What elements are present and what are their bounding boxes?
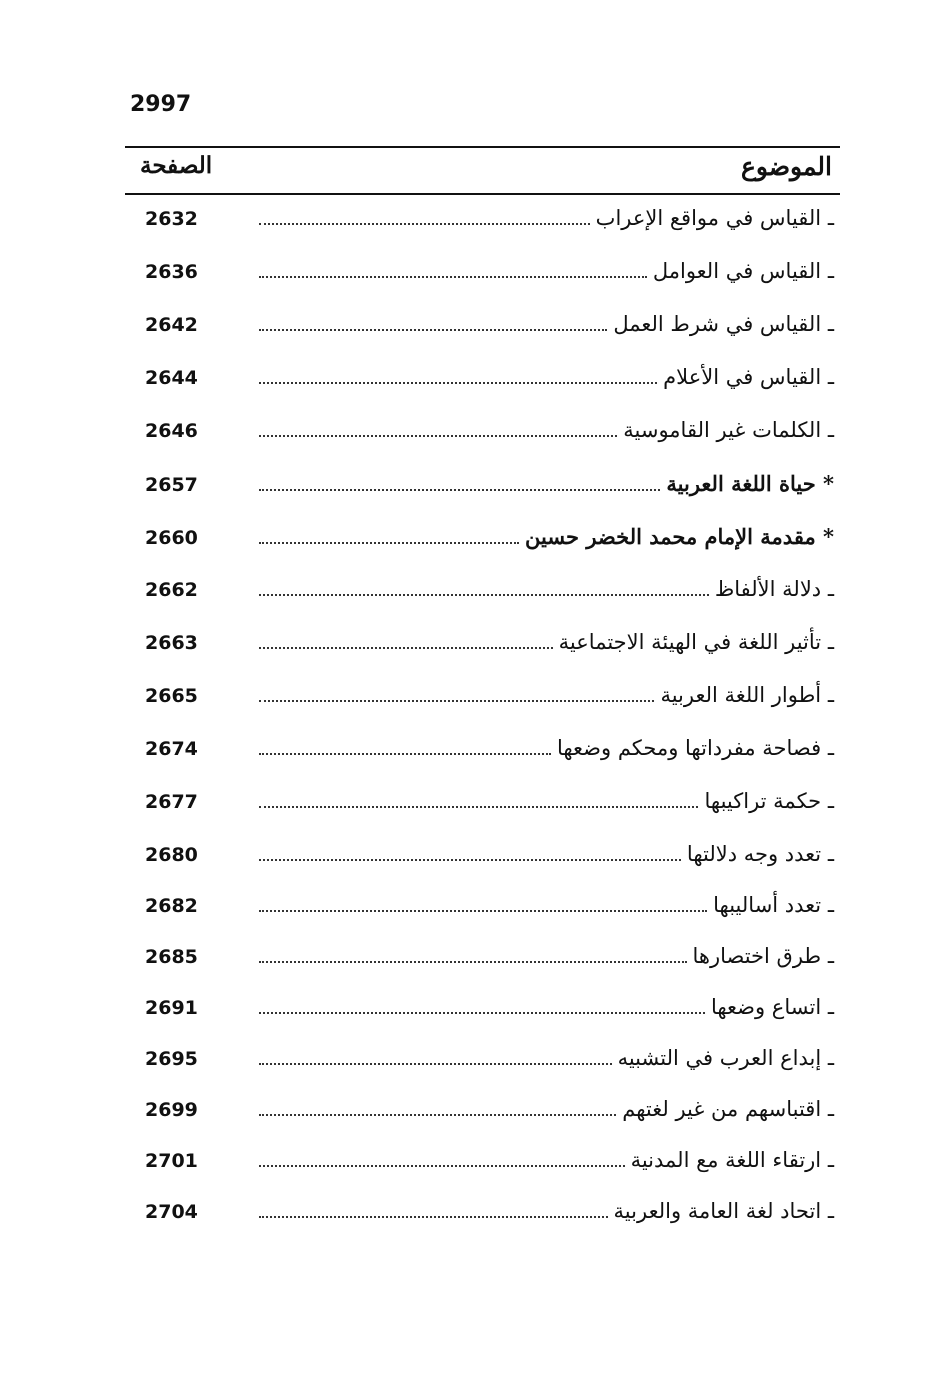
dot-leader — [259, 859, 681, 861]
toc-entry-marker: ـ — [827, 365, 834, 389]
toc-entry — [125, 302, 840, 355]
dot-leader — [259, 700, 654, 702]
dot-leader — [259, 489, 660, 491]
toc-entry-title — [663, 365, 840, 389]
toc-entry-text: القياس في العوامل — [652, 259, 822, 283]
toc-entry-title — [623, 418, 840, 442]
toc-entry-marker: ـ — [827, 736, 834, 760]
toc-entry-page: 2680 — [145, 844, 198, 866]
toc-entry — [125, 408, 840, 461]
dot-leader — [259, 542, 519, 544]
toc-entry-marker: ـ — [827, 630, 834, 654]
toc-entry-page: 2665 — [145, 685, 198, 707]
toc-entry-marker: ـ — [827, 789, 834, 813]
toc-entry-page: 2685 — [145, 946, 198, 968]
dot-leader — [259, 910, 707, 912]
toc-entry-marker: ـ — [827, 842, 834, 866]
toc-entry-page: 2636 — [145, 261, 198, 283]
toc-entry-text: فصاحة مفرداتها ومحكم وضعها — [556, 736, 822, 760]
toc-entry-text: القياس في الأعلام — [663, 365, 822, 389]
dot-leader — [259, 329, 607, 331]
toc-list — [125, 196, 840, 1240]
toc-entry-marker: ـ — [827, 1148, 834, 1172]
toc-entry-title — [618, 1046, 840, 1070]
toc-entry-text: أطوار اللغة العربية — [660, 683, 822, 707]
toc-entry-title — [660, 683, 840, 707]
toc-entry-marker: ـ — [827, 995, 834, 1019]
dot-leader — [259, 435, 617, 437]
toc-entry-text: حكمة تراكيبها — [704, 789, 822, 813]
toc-entry-page: 2646 — [145, 420, 198, 442]
toc-entry-page: 2644 — [145, 367, 198, 389]
header-top-rule — [125, 146, 840, 148]
toc-entry — [125, 1036, 840, 1087]
toc-entry — [125, 779, 840, 832]
toc-entry-title — [613, 312, 840, 336]
toc-main-entry — [125, 514, 840, 567]
toc-entry-page: 2662 — [145, 579, 198, 601]
toc-entry-page: 2677 — [145, 791, 198, 813]
dot-leader — [259, 382, 657, 384]
toc-entry-text: تعدد وجه دلالتها — [686, 842, 822, 866]
toc-entry — [125, 883, 840, 934]
toc-entry — [125, 249, 840, 302]
toc-entry-page: 2674 — [145, 738, 198, 760]
toc-entry-marker: ـ — [827, 577, 834, 601]
toc-entry-marker: ـ — [827, 1199, 834, 1223]
toc-entry-page: 2691 — [145, 997, 198, 1019]
dot-leader — [259, 1012, 705, 1014]
dot-leader — [259, 753, 551, 755]
toc-entry-page: 2701 — [145, 1150, 198, 1172]
toc-entry — [125, 673, 840, 726]
toc-entry-page: 2699 — [145, 1099, 198, 1121]
toc-entry-text: طرق اختصارها — [692, 944, 822, 968]
toc-entry — [125, 985, 840, 1036]
toc-entry-page: 2657 — [145, 474, 198, 496]
toc-entry-page: 2682 — [145, 895, 198, 917]
toc-entry — [125, 934, 840, 985]
toc-entry-text: تأثير اللغة في الهيئة الاجتماعية — [558, 630, 822, 654]
dot-leader — [259, 1165, 625, 1167]
toc-entry-text: القياس في مواقع الإعراب — [595, 206, 822, 230]
toc-entry-marker: ـ — [827, 893, 834, 917]
toc-entry-title — [666, 471, 840, 496]
toc-entry-text: اتحاد لغة العامة والعربية — [613, 1199, 822, 1223]
toc-entry-page: 2663 — [145, 632, 198, 654]
toc-entry-text: القياس في شرط العمل — [613, 312, 822, 336]
toc-entry — [125, 196, 840, 249]
toc-entry-text: ارتقاء اللغة مع المدنية — [630, 1148, 822, 1172]
toc-entry-marker: ـ — [827, 1097, 834, 1121]
toc-entry-title — [559, 630, 840, 654]
toc-entry-marker: * — [823, 471, 834, 496]
toc-entry-marker: ـ — [827, 944, 834, 968]
toc-entry — [125, 1087, 840, 1138]
toc-entry-text: مقدمة الإمام محمد الخضر حسين — [525, 524, 816, 549]
toc-entry-title — [631, 1148, 840, 1172]
toc-entry — [125, 355, 840, 408]
toc-entry-marker: ـ — [827, 1046, 834, 1070]
header-bottom-rule — [125, 193, 840, 195]
toc-entry-text: اتساع وضعها — [710, 995, 822, 1019]
dot-leader — [259, 1216, 608, 1218]
toc-entry — [125, 1138, 840, 1189]
toc-entry-text: حياة اللغة العربية — [666, 471, 816, 496]
dot-leader — [259, 961, 687, 963]
toc-entry-marker: ـ — [827, 259, 834, 283]
subject-column-label: الموضوع — [741, 152, 832, 181]
toc-entry-marker: ـ — [827, 683, 834, 707]
toc-header — [125, 150, 840, 192]
toc-entry-page: 2632 — [145, 208, 198, 230]
toc-entry-marker: ـ — [827, 312, 834, 336]
dot-leader — [259, 806, 698, 808]
toc-entry — [125, 726, 840, 779]
toc-entry-text: تعدد أساليبها — [713, 893, 822, 917]
toc-entry-title — [713, 893, 840, 917]
toc-entry — [125, 567, 840, 620]
dot-leader — [259, 594, 709, 596]
toc-entry-title — [704, 789, 840, 813]
page-column-label: الصفحة — [140, 152, 213, 179]
toc-entry-title — [693, 944, 841, 968]
toc-entry-text: إبداع العرب في التشبيه — [617, 1046, 822, 1070]
toc-entry-title — [557, 736, 840, 760]
dot-leader — [259, 1114, 616, 1116]
toc-entry-title — [525, 524, 840, 549]
toc-entry-marker: * — [823, 524, 834, 549]
page-number: 2997 — [130, 92, 192, 117]
toc-entry-title — [596, 206, 840, 230]
toc-entry-text: اقتباسهم من غير لغتهم — [622, 1097, 822, 1121]
toc-entry-marker: ـ — [827, 206, 834, 230]
toc-entry-marker: ـ — [827, 418, 834, 442]
toc-entry — [125, 620, 840, 673]
toc-entry-text: الكلمات غير القاموسية — [623, 418, 822, 442]
toc-entry-page: 2660 — [145, 527, 198, 549]
dot-leader — [259, 1063, 612, 1065]
toc-entry-text: دلالة الألفاظ — [714, 577, 822, 601]
toc-entry-title — [711, 995, 840, 1019]
toc-entry — [125, 1189, 840, 1240]
toc-main-entry — [125, 461, 840, 514]
toc-entry-page: 2642 — [145, 314, 198, 336]
dot-leader — [259, 276, 647, 278]
dot-leader — [259, 647, 553, 649]
toc-entry — [125, 832, 840, 883]
toc-entry-page: 2704 — [145, 1201, 198, 1223]
toc-entry-title — [653, 259, 840, 283]
toc-entry-title — [687, 842, 840, 866]
toc-entry-title — [614, 1199, 840, 1223]
toc-entry-title — [622, 1097, 840, 1121]
dot-leader — [259, 223, 590, 225]
toc-entry-page: 2695 — [145, 1048, 198, 1070]
toc-entry-title — [715, 577, 840, 601]
